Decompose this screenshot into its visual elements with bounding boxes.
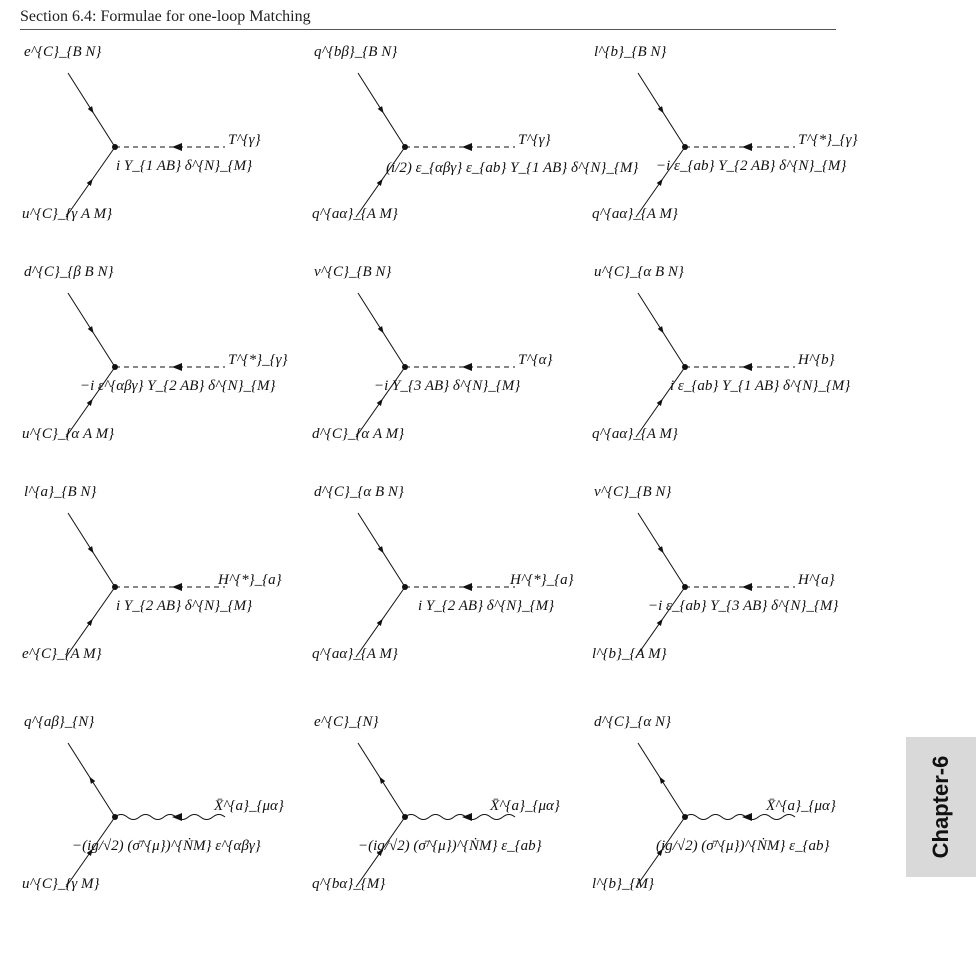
chapter-label: Chapter-6 (928, 755, 953, 859)
diagram-7-vertex-label: i Y_{2 AB} δ^{N}_{M} (116, 598, 253, 614)
diagram-8-top-label: d^{C}_{α B N} (314, 484, 404, 500)
diagram-3 (590, 45, 860, 265)
boson-arrow (462, 813, 472, 821)
diagram-10-right-label: X̄^{a}_{μα} (214, 798, 284, 814)
boson-wavy-line (405, 815, 515, 820)
boson-arrow (172, 583, 182, 591)
diagram-4-top-label: d^{C}_{β B N} (24, 264, 114, 280)
diagram-1-bottom-label: u^{C}_{γ A M} (22, 206, 113, 222)
diagram-2-bottom-label: q^{aα}_{A M} (312, 206, 398, 222)
diagram-11 (310, 715, 580, 935)
fermion-arrow-bottom (377, 617, 385, 626)
diagram-6-bottom-label: q^{aα}_{A M} (592, 426, 678, 442)
diagram-10 (20, 715, 290, 935)
diagram-6 (590, 265, 860, 485)
vertex-dot (402, 144, 408, 150)
diagram-11-bottom-label: q^{bα}_{M} (312, 876, 386, 892)
fermion-arrow-top (658, 106, 666, 115)
vertex-dot (682, 584, 688, 590)
boson-arrow (742, 143, 752, 151)
diagram-9-right-label: H^{a} (798, 572, 835, 588)
fermion-arrow-bottom (87, 397, 95, 406)
boson-arrow (462, 143, 472, 151)
vertex-dot (402, 364, 408, 370)
diagram-3-bottom-label: q^{aα}_{A M} (592, 206, 678, 222)
diagram-1-top-label: e^{C}_{B N} (24, 44, 102, 60)
diagram-5 (310, 265, 580, 485)
diagram-4-right-label: T^{*}_{γ} (228, 352, 288, 368)
vertex-dot (112, 144, 118, 150)
diagram-11-right-label: X̄^{a}_{μα} (490, 798, 560, 814)
fermion-arrow-bottom (657, 177, 665, 186)
diagram-4-bottom-label: u^{C}_{α A M} (22, 426, 115, 442)
fermion-arrow-top (378, 106, 386, 115)
diagram-7-right-label: H^{*}_{a} (218, 572, 282, 588)
fermion-arrow-bottom (657, 617, 665, 626)
fermion-arrow-bottom (657, 397, 665, 406)
diagram-4 (20, 265, 290, 485)
diagram-2-vertex-label: (i/2) ε_{αβγ} ε_{ab} Y_{1 AB} δ^{N}_{M} (386, 160, 639, 176)
vertex-dot (682, 364, 688, 370)
diagram-9-vertex-label: −i ε_{ab} Y_{3 AB} δ^{N}_{M} (648, 598, 839, 614)
diagram-12-right-label: X̄^{a}_{μα} (766, 798, 836, 814)
diagram-10-vertex-label: −(ig/√2) (σ̄^{μ})^{ṄM} ε^{αβγ} (72, 838, 261, 854)
chapter-side-tab (906, 737, 976, 877)
diagram-6-vertex-label: i ε_{ab} Y_{1 AB} δ^{N}_{M} (670, 378, 851, 394)
diagram-7-bottom-label: e^{C}_{A M} (22, 646, 102, 662)
diagram-8-vertex-label: i Y_{2 AB} δ^{N}_{M} (418, 598, 555, 614)
diagram-3-top-label: l^{b}_{B N} (594, 44, 667, 60)
fermion-arrow-top (88, 326, 96, 335)
diagram-9 (590, 485, 860, 705)
diagram-3-right-label: T^{*}_{γ} (798, 132, 858, 148)
diagram-12-top-label: d^{C}_{α N} (594, 714, 671, 730)
fermion-arrow-top (88, 546, 96, 555)
fermion-arrow-top (658, 546, 666, 555)
vertex-dot (682, 814, 688, 820)
diagram-3-vertex-label: −i ε_{ab} Y_{2 AB} δ^{N}_{M} (656, 158, 847, 174)
boson-wavy-line (115, 815, 225, 820)
fermion-arrow-bottom (87, 617, 95, 626)
diagram-5-right-label: T^{α} (518, 352, 553, 368)
diagram-10-top-label: q^{aβ}_{N} (24, 714, 95, 730)
vertex-dot (112, 364, 118, 370)
diagram-9-bottom-label: l^{b}_{A M} (592, 646, 667, 662)
diagram-1-right-label: T^{γ} (228, 132, 261, 148)
vertex-dot (112, 584, 118, 590)
boson-arrow (742, 813, 752, 821)
boson-arrow (172, 143, 182, 151)
diagram-12-bottom-label: l^{b}_{M} (592, 876, 654, 892)
diagram-12 (590, 715, 860, 935)
boson-arrow (172, 813, 182, 821)
fermion-arrow-top (88, 106, 96, 115)
fermion-arrow-bottom (87, 177, 95, 186)
diagram-4-vertex-label: −i ε^{αβγ} Y_{2 AB} δ^{N}_{M} (80, 378, 276, 394)
fermion-arrow-top (378, 546, 386, 555)
boson-arrow (172, 363, 182, 371)
fermion-arrow-bottom (377, 397, 385, 406)
vertex-dot (682, 144, 688, 150)
diagram-9-top-label: ν^{C}_{B N} (594, 484, 672, 500)
fermion-arrow-bottom (377, 177, 385, 186)
diagram-5-vertex-label: −i Y_{3 AB} δ^{N}_{M} (374, 378, 521, 394)
diagram-12-vertex-label: (ig/√2) (σ̄^{μ})^{ṄM} ε_{ab} (656, 838, 830, 854)
diagram-7-top-label: l^{a}_{B N} (24, 484, 97, 500)
diagram-7 (20, 485, 290, 705)
boson-arrow (462, 583, 472, 591)
diagram-2-right-label: T^{γ} (518, 132, 551, 148)
vertex-dot (112, 814, 118, 820)
diagram-1-vertex-label: i Y_{1 AB} δ^{N}_{M} (116, 158, 253, 174)
boson-arrow (742, 363, 752, 371)
fermion-arrow-top (658, 326, 666, 335)
section-title: Section 6.4: Formulae for one-loop Matching (20, 8, 311, 25)
diagram-6-right-label: H^{b} (798, 352, 835, 368)
diagram-5-top-label: ν^{C}_{B N} (314, 264, 392, 280)
fermion-arrow-top (87, 775, 95, 784)
diagram-10-bottom-label: u^{C}_{γ M} (22, 876, 100, 892)
diagram-1 (20, 45, 290, 265)
diagram-11-top-label: e^{C}_{N} (314, 714, 379, 730)
vertex-dot (402, 814, 408, 820)
vertex-dot (402, 584, 408, 590)
diagram-11-vertex-label: −(ig/√2) (σ̄^{μ})^{ṄM} ε_{ab} (358, 838, 542, 854)
fermion-arrow-top (378, 326, 386, 335)
diagram-2-top-label: q^{bβ}_{B N} (314, 44, 398, 60)
boson-arrow (742, 583, 752, 591)
diagram-8 (310, 485, 580, 705)
boson-wavy-line (685, 815, 795, 820)
diagram-6-top-label: u^{C}_{α B N} (594, 264, 684, 280)
boson-arrow (462, 363, 472, 371)
fermion-arrow-top (377, 775, 385, 784)
fermion-arrow-top (657, 775, 665, 784)
diagram-5-bottom-label: d^{C}_{α A M} (312, 426, 405, 442)
diagram-8-right-label: H^{*}_{a} (510, 572, 574, 588)
header-rule (20, 29, 836, 30)
diagram-8-bottom-label: q^{aα}_{A M} (312, 646, 398, 662)
